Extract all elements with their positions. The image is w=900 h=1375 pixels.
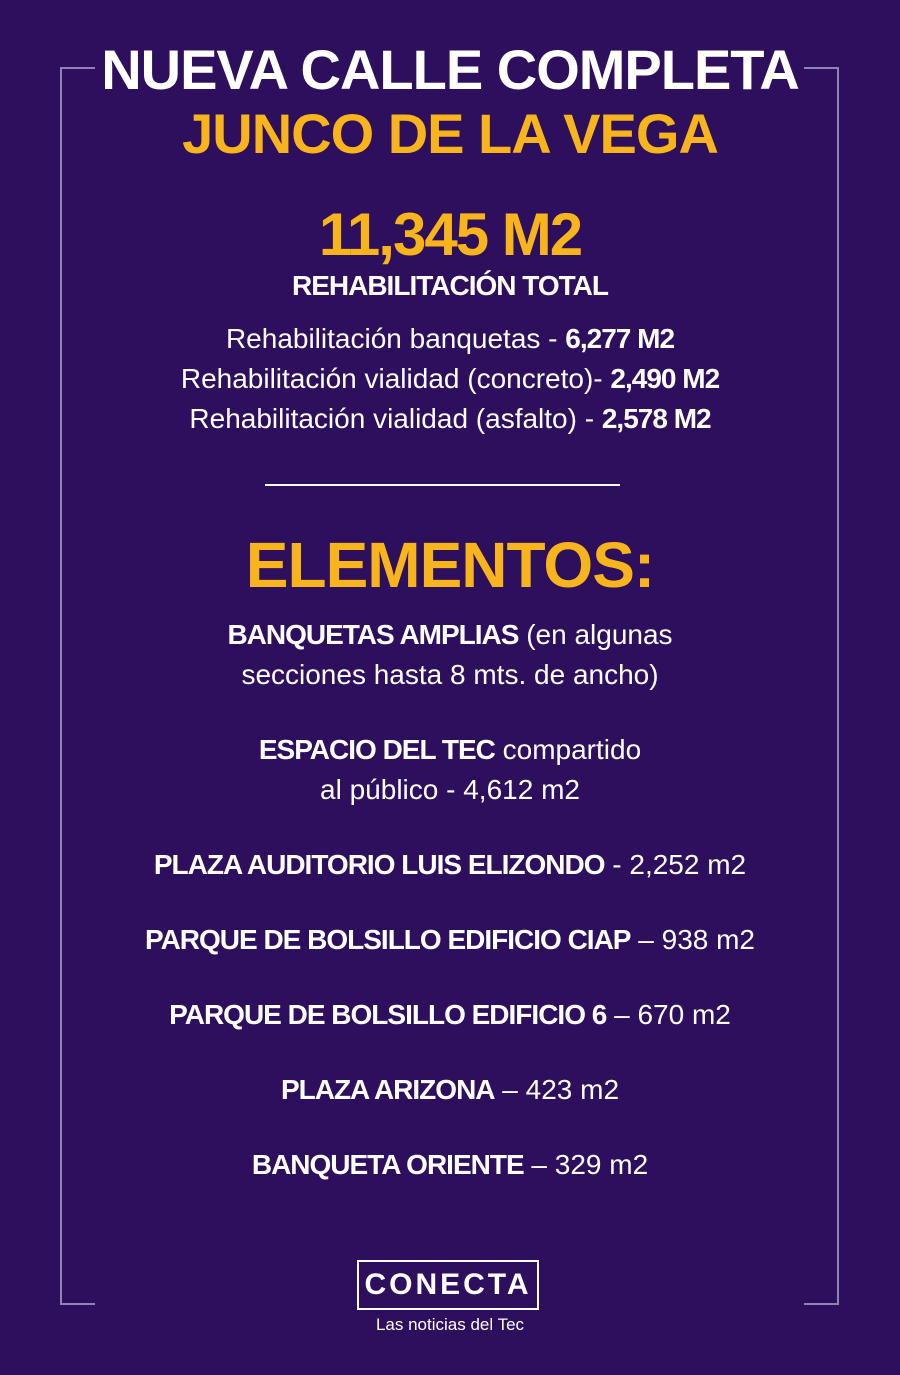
logo-tagline: Las noticias del Tec [375,1315,525,1334]
element-name: BANQUETA ORIENTE [251,1149,524,1180]
section-divider [265,484,620,486]
element-item-detail: secciones hasta 8 mts. de ancho) [241,659,659,690]
summary-row-value: 2,490 M2 [610,363,720,394]
element-name: PARQUE DE BOLSILLO EDIFICIO CIAP [144,924,631,955]
summary-row-value: 6,277 M2 [565,323,675,354]
element-item: ESPACIO DEL TEC compartido [258,734,642,765]
page-subtitle: JUNCO DE LA VEGA [182,102,718,165]
summary-row-asfalto: Rehabilitación vialidad (asfalto) - 2,578 M2 [189,403,711,434]
summary-row-value: 2,578 M2 [601,403,711,434]
frame-bottom-right [804,1303,839,1305]
summary-row-concreto: Rehabilitación vialidad (concreto)- 2,490 M2 [180,363,720,394]
total-area-label: REHABILITACIÓN TOTAL [292,270,608,301]
element-item: BANQUETA ORIENTE – 329 m2 [251,1149,649,1180]
element-name: PLAZA ARIZONA [280,1074,495,1105]
element-item: PLAZA AUDITORIO LUIS ELIZONDO - 2,252 m2 [153,849,747,880]
element-name: ESPACIO DEL TEC [258,734,495,765]
element-name: PARQUE DE BOLSILLO EDIFICIO 6 [169,999,607,1030]
element-item-detail: al público - 4,612 m2 [320,774,580,805]
frame-bottom-left [60,1303,95,1305]
element-name: PLAZA AUDITORIO LUIS ELIZONDO [153,849,605,880]
conecta-logo: CONECTA [357,1260,539,1310]
summary-row-banquetas: Rehabilitación banquetas - 6,277 M2 [225,323,675,354]
element-item: BANQUETAS AMPLIAS (en algunas [227,619,673,650]
element-item: PARQUE DE BOLSILLO EDIFICIO CIAP – 938 m2 [144,924,756,955]
total-area-value: 11,345 M2 [318,201,582,268]
element-item: PLAZA ARIZONA – 423 m2 [280,1074,620,1105]
element-name: BANQUETAS AMPLIAS [227,619,519,650]
element-item: PARQUE DE BOLSILLO EDIFICIO 6 – 670 m2 [169,999,731,1030]
elements-title: ELEMENTOS: [245,529,655,601]
page-title: NUEVA CALLE COMPLETA [101,38,799,101]
